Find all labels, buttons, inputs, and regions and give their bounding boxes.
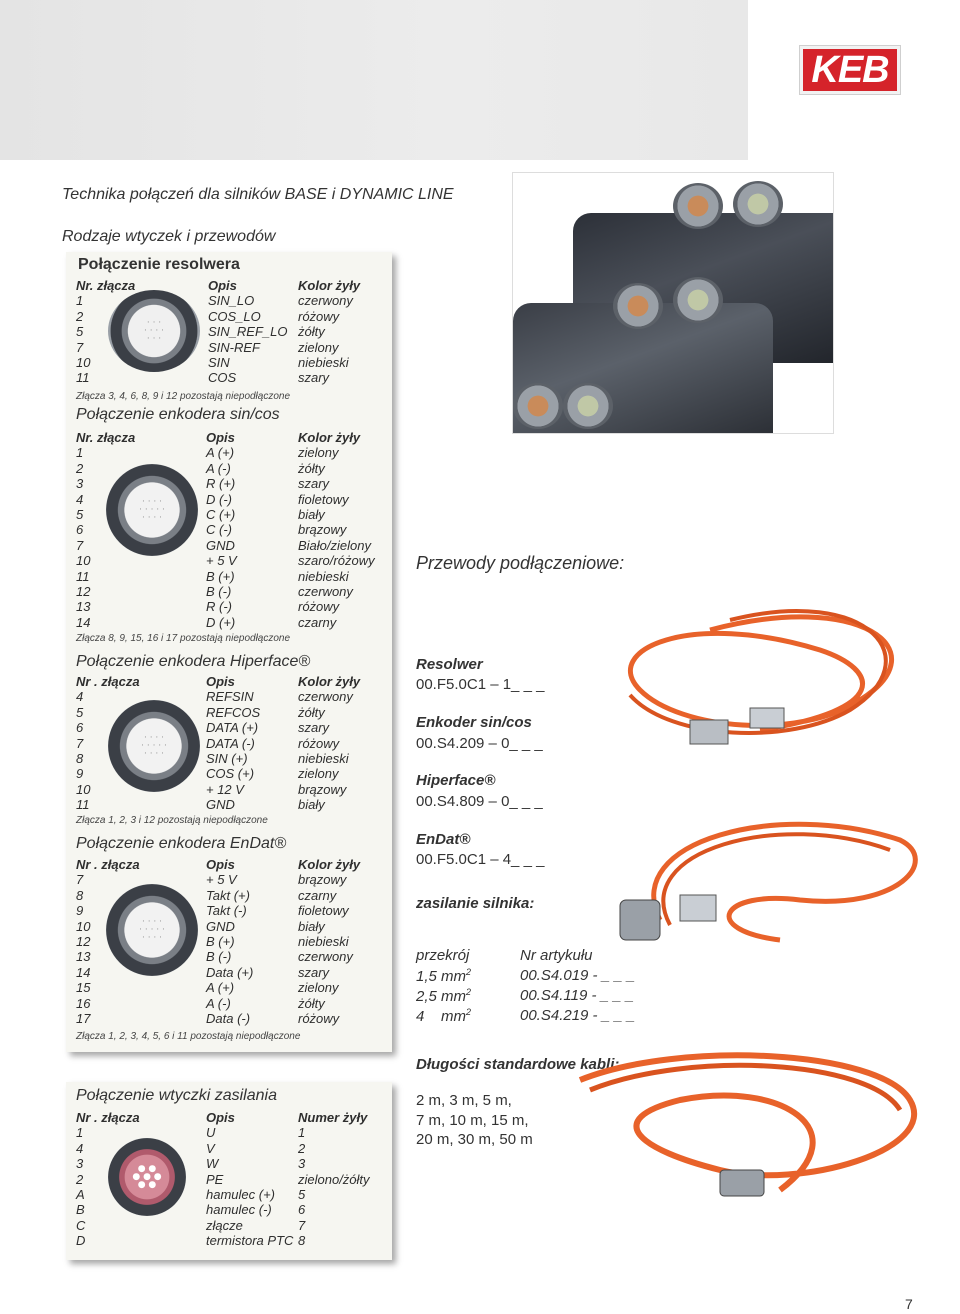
table-cell: różowy	[298, 308, 340, 324]
table-cell: COS (+)	[206, 766, 255, 782]
table-cell: 14	[76, 964, 91, 980]
table-cell: niebieski	[298, 568, 349, 584]
table-cell: różowy	[298, 735, 340, 751]
power-cable-image	[560, 1020, 940, 1210]
table-cell: 1	[76, 1125, 84, 1141]
cross-section-2: 2,5 $mm^2$	[416, 987, 472, 1005]
power-connector-image: ● ● ● ● ● ● ●	[108, 1138, 186, 1216]
cable-sincos-code: 00.S4.209 – 0_ _ _	[416, 735, 543, 752]
table-cell: czerwony	[298, 689, 353, 705]
endat-connector-image: · · · · · · · · · · · · ·	[106, 884, 198, 976]
table-cell: 2	[76, 1171, 84, 1187]
table-cell: szary	[298, 964, 330, 980]
header-band	[0, 0, 748, 160]
table-cell: D (-)	[206, 491, 232, 507]
table-cell: 8	[76, 751, 84, 766]
table-cell: SIN (+)	[206, 751, 248, 766]
motor-plug-2	[733, 181, 783, 227]
table-cell: biały	[298, 797, 325, 813]
resolver-connector-image: · · · · · · · · · ·	[108, 290, 200, 372]
table-cell: Takt (-)	[206, 903, 247, 919]
table-cell: 9	[76, 766, 84, 782]
table-cell: D	[76, 1233, 86, 1249]
table-cell: brązowy	[298, 781, 347, 797]
table-cell: 13	[76, 949, 91, 965]
table-cell: W	[206, 1156, 219, 1172]
lengths-title: Długości standardowe kabli:	[416, 1056, 620, 1073]
column-header: Nr . złącza	[76, 674, 140, 689]
table-cell: 15	[76, 980, 91, 996]
motor-plug-1	[673, 183, 723, 229]
table-cell: 2	[298, 1140, 306, 1156]
table-cell: + 12 V	[206, 781, 244, 797]
power-supply-title: zasilanie silnika:	[416, 895, 535, 912]
table-cell: 12	[76, 934, 91, 949]
table-cell: szary	[298, 720, 330, 736]
table-cell: B (-)	[206, 584, 232, 599]
table-cell: COS	[208, 370, 237, 386]
table-cell: 5	[76, 507, 84, 522]
logo-text: KEB	[811, 48, 889, 91]
table-cell: hamulec (-)	[206, 1202, 272, 1218]
table-cell: D (+)	[206, 614, 236, 630]
column-header: Nr . złącza	[76, 857, 140, 872]
table-cell: COS_LO	[208, 308, 261, 324]
table-cell: SIN_LO	[208, 293, 255, 309]
table-cell: 7	[76, 735, 84, 751]
article-number-2: 00.S4.119 - _ _ _	[520, 987, 634, 1004]
table-cell: A (+)	[206, 445, 235, 461]
table-cell: 10	[76, 355, 91, 370]
table-cell: fioletowy	[298, 491, 349, 507]
resolver-cable-image	[560, 590, 940, 780]
table-cell: A (-)	[206, 460, 231, 476]
table-cell: 11	[76, 370, 90, 386]
table-cell: B	[76, 1202, 85, 1218]
table-cell: Data (+)	[206, 964, 254, 980]
table-cell: 13	[76, 599, 91, 615]
table-cell: 9	[76, 903, 84, 919]
table-cell: A (-)	[206, 995, 231, 1011]
table-cell: 5	[76, 704, 84, 720]
table-cell: 14	[76, 614, 91, 630]
table-cell: SIN	[208, 355, 230, 370]
sincos-connector-image: · · · · · · · · · · · · ·	[106, 464, 198, 556]
table-cell: 7	[76, 872, 84, 888]
table-cell: brązowy	[298, 522, 347, 538]
hiperface-note: Złącza 1, 2, 3 i 12 pozostają niepodłączone	[76, 815, 268, 826]
table-cell: szary	[298, 370, 330, 386]
table-cell: R (-)	[206, 599, 232, 615]
cable-resolver-name: Resolwer	[416, 656, 483, 673]
table-cell: C (+)	[206, 507, 236, 522]
sincos-title: Połączenie enkodera sin/cos	[76, 406, 280, 423]
endat-note: Złącza 1, 2, 3, 4, 5, 6 i 11 pozostają niepodłączone	[76, 1031, 301, 1042]
resolver-note: Złącza 3, 4, 6, 8, 9 i 12 pozostają niepodłączone	[76, 391, 291, 402]
lengths-line-1: 2 m, 3 m, 5 m,	[416, 1092, 512, 1109]
endat-title: Połączenie enkodera EnDat®	[76, 835, 287, 852]
table-cell: zielony	[298, 339, 339, 355]
hiperface-connector-image: · · · · · · · · · · · · ·	[108, 700, 200, 792]
cross-section-header: przekrój	[416, 947, 470, 964]
table-cell: V	[206, 1140, 215, 1156]
table-cell: 8	[298, 1233, 306, 1249]
column-header: Kolor żyły	[298, 430, 361, 445]
column-header: Opis	[206, 674, 235, 689]
table-cell: 4	[76, 689, 84, 705]
table-cell: REFSIN	[206, 689, 254, 705]
column-header: Nr . złącza	[76, 1110, 140, 1125]
table-cell: zielono/żółty	[298, 1171, 370, 1187]
table-cell: 5	[76, 324, 84, 340]
lengths-line-3: 20 m, 30 m, 50 m	[416, 1131, 533, 1148]
table-cell: zielony	[298, 980, 339, 996]
table-cell: czarny	[298, 887, 337, 903]
table-cell: 7	[298, 1217, 306, 1233]
table-cell: różowy	[298, 1011, 340, 1026]
table-cell: + 5 V	[206, 872, 237, 888]
table-cell: B (+)	[206, 568, 235, 584]
table-cell: czerwony	[298, 293, 353, 309]
table-cell: szary	[298, 476, 330, 492]
column-header: Kolor żyły	[298, 674, 361, 689]
article-number-1: 00.S4.019 - _ _ _	[520, 967, 636, 984]
article-number-3: 00.S4.219 - _ _ _	[520, 1007, 636, 1024]
table-cell: R (+)	[206, 476, 236, 492]
table-cell: Biało/zielony	[298, 537, 371, 553]
column-header: Nr. złącza	[76, 278, 136, 293]
table-cell: 17	[76, 1011, 91, 1026]
keb-logo	[800, 46, 900, 94]
table-cell: różowy	[298, 599, 340, 615]
cable-endat-code: 00.F5.0C1 – 4_ _ _	[416, 851, 545, 868]
motor-plug-6	[563, 383, 613, 429]
motor-photo	[512, 172, 834, 434]
table-cell: GND	[206, 918, 235, 934]
page-number: 7	[905, 1296, 913, 1312]
table-cell: 11	[76, 797, 90, 813]
column-header: Opis	[208, 278, 237, 293]
table-cell: żółty	[298, 704, 325, 720]
motor-plug-4	[673, 277, 723, 323]
table-cell: 3	[76, 1156, 84, 1172]
table-cell: niebieski	[298, 934, 349, 949]
table-cell: PE	[206, 1171, 224, 1187]
table-cell: SIN-REF	[208, 339, 260, 355]
table-cell: 3	[76, 476, 84, 492]
table-cell: 8	[76, 887, 84, 903]
table-cell: żółty	[298, 460, 325, 476]
table-cell: 2	[76, 460, 84, 476]
article-number-header: Nr artykułu	[520, 947, 593, 964]
table-cell: DATA (+)	[206, 720, 259, 736]
table-cell: czerwony	[298, 949, 353, 965]
lengths-line-2: 7 m, 10 m, 15 m,	[416, 1112, 529, 1129]
table-cell: 6	[76, 522, 84, 538]
table-cell: C	[76, 1217, 86, 1233]
table-cell: biały	[298, 507, 325, 522]
cables-title: Przewody podłączeniowe:	[416, 553, 625, 573]
table-cell: 6	[298, 1202, 306, 1218]
motor-plug-5	[513, 383, 563, 429]
cable-sincos-name: Enkoder sin/cos	[416, 714, 532, 731]
table-cell: U	[206, 1125, 216, 1141]
page-subheading: Rodzaje wtyczek i przewodów	[62, 228, 276, 245]
table-cell: Takt (+)	[206, 887, 250, 903]
table-cell: 11	[76, 568, 90, 584]
table-cell: A (+)	[206, 980, 235, 996]
table-cell: 1	[76, 445, 84, 461]
table-cell: REFCOS	[206, 704, 261, 720]
table-cell: 10	[76, 553, 91, 569]
table-cell: B (+)	[206, 934, 235, 949]
table-cell: + 5 V	[206, 553, 237, 569]
column-header: Opis	[206, 857, 235, 872]
table-cell: szaro/różowy	[298, 553, 375, 569]
table-cell: brązowy	[298, 872, 347, 888]
cable-hiperface-code: 00.S4.809 – 0_ _ _	[416, 793, 543, 810]
sincos-note: Złącza 8, 9, 15, 16 i 17 pozostają niepodłączone	[76, 633, 291, 644]
table-cell: złącze	[206, 1217, 243, 1233]
cable-endat-name: EnDat®	[416, 831, 471, 848]
table-cell: GND	[206, 537, 235, 553]
table-cell: B (-)	[206, 949, 232, 965]
table-cell: C (-)	[206, 522, 232, 538]
column-header: Opis	[206, 1110, 235, 1125]
table-cell: 7	[76, 339, 84, 355]
table-cell: A	[76, 1187, 85, 1202]
column-header: Nr. złącza	[76, 430, 136, 445]
table-cell: biały	[298, 918, 325, 934]
column-header: Numer żyły	[298, 1110, 368, 1125]
power-title: Połączenie wtyczki zasilania	[76, 1087, 277, 1104]
column-header: Opis	[206, 430, 235, 445]
table-cell: 4	[76, 1140, 84, 1156]
table-cell: DATA (-)	[206, 735, 255, 751]
table-cell: zielony	[298, 766, 339, 782]
table-cell: 3	[298, 1156, 306, 1172]
cable-resolver-code: 00.F5.0C1 – 1_ _ _	[416, 676, 545, 693]
column-header: Kolor żyły	[298, 278, 361, 293]
table-cell: 7	[76, 537, 84, 553]
table-cell: 1	[298, 1125, 306, 1141]
table-cell: fioletowy	[298, 903, 349, 919]
resolver-title: Połączenie resolwera	[78, 256, 240, 273]
table-cell: 16	[76, 995, 91, 1011]
hiperface-title: Połączenie enkodera Hiperface®	[76, 653, 311, 670]
table-cell: żółty	[298, 995, 325, 1011]
table-cell: 12	[76, 584, 91, 599]
table-cell: 10	[76, 781, 91, 797]
motor-plug-3	[613, 283, 663, 329]
encoder-cable-image	[580, 800, 940, 970]
table-cell: 10	[76, 918, 91, 934]
table-cell: GND	[206, 797, 235, 813]
cross-section-3: 4 $mm^2$	[416, 1007, 472, 1025]
table-cell: niebieski	[298, 751, 349, 766]
page-heading: Technika połączeń dla silników BASE i DYNAMIC LINE	[62, 186, 454, 203]
table-cell: 5	[298, 1187, 306, 1202]
table-cell: czerwony	[298, 584, 353, 599]
table-cell: zielony	[298, 445, 339, 461]
table-cell: niebieski	[298, 355, 349, 370]
table-cell: 1	[76, 293, 84, 309]
column-header: Kolor żyły	[298, 857, 361, 872]
table-cell: żółty	[298, 324, 325, 340]
table-cell: SIN_REF_LO	[208, 324, 288, 340]
table-cell: termistora PTC	[206, 1233, 294, 1249]
table-cell: 4	[76, 491, 84, 507]
table-cell: czarny	[298, 614, 337, 630]
cable-hiperface-name: Hiperface®	[416, 772, 496, 789]
table-cell: 2	[76, 308, 84, 324]
table-cell: hamulec (+)	[206, 1187, 275, 1202]
table-cell: Data (-)	[206, 1011, 251, 1026]
cross-section-1: 1,5 $mm^2$	[416, 967, 472, 985]
table-cell: 6	[76, 720, 84, 736]
